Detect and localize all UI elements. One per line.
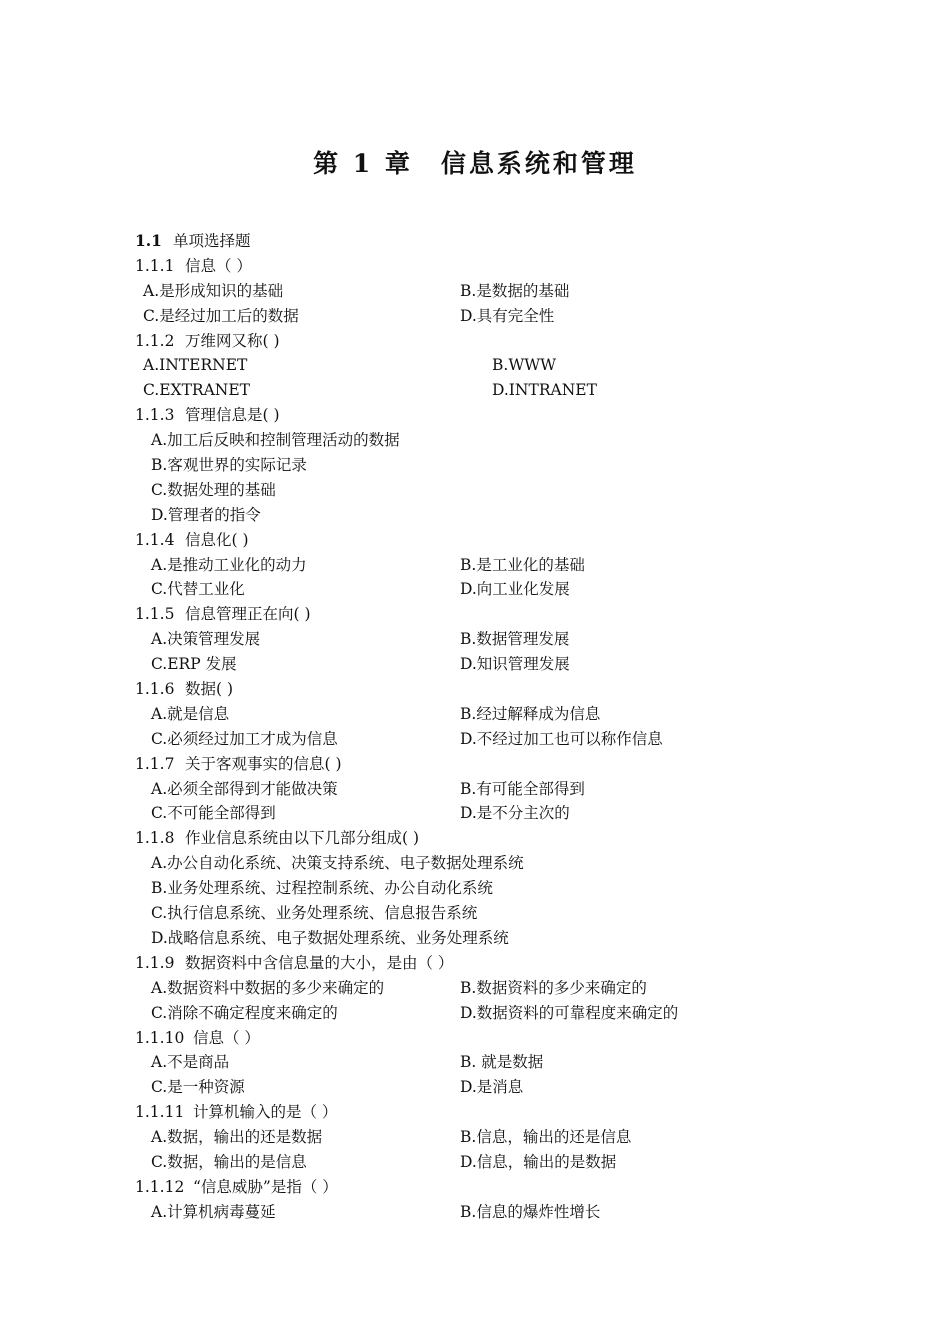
- option-text: C.必须经过加工才成为信息: [151, 729, 338, 748]
- question-stem: 数据资料中含信息量的大小，是由（ ）: [185, 953, 454, 972]
- question-stem: 万维网又称( ): [185, 331, 280, 350]
- option-text: D.管理者的指令: [151, 505, 261, 524]
- option-row: [0, 727, 950, 752]
- option-text: B.数据资料的多少来确定的: [460, 978, 647, 997]
- option-text: A.就是信息: [151, 704, 230, 723]
- chapter-title: [0, 146, 950, 182]
- option-row: [0, 801, 950, 826]
- question-stem: 信息化( ): [185, 530, 249, 549]
- question-stem: 信息管理正在向( ): [185, 605, 311, 624]
- question-number: 1.1.9: [135, 953, 175, 972]
- question-stem: 信息（ ）: [193, 1028, 260, 1047]
- option-text: C.消除不确定程度来确定的: [151, 1003, 338, 1022]
- question-stem-line: [0, 528, 950, 553]
- option-text: C.执行信息系统、业务处理系统、信息报告系统: [151, 904, 478, 923]
- question-stem: 管理信息是( ): [185, 406, 280, 425]
- option-text: A.是推动工业化的动力: [151, 555, 307, 574]
- question-list: [0, 229, 950, 1225]
- option-text: B. 就是数据: [460, 1053, 544, 1072]
- option-row: [0, 1150, 950, 1175]
- option-row: [0, 1125, 950, 1150]
- question-stem: 关于客观事实的信息( ): [185, 754, 342, 773]
- section-number: 1.1: [135, 231, 162, 250]
- option-text: D.信息，输出的是数据: [460, 1152, 617, 1171]
- question-stem-line: [0, 403, 950, 428]
- option-text: C.EXTRANET: [143, 381, 251, 400]
- option-row: [0, 1200, 950, 1225]
- question-stem-line: [0, 602, 950, 627]
- question-stem: 作业信息系统由以下几部分组成( ): [185, 829, 420, 848]
- option-text: C.数据处理的基础: [151, 480, 276, 499]
- option-text: B.信息，输出的还是信息: [460, 1128, 632, 1147]
- question-stem: 数据( ): [185, 680, 234, 699]
- option-line: [0, 926, 950, 951]
- option-text: B.WWW: [492, 356, 557, 375]
- option-text: C.不可能全部得到: [151, 804, 276, 823]
- section-title: 单项选择题: [173, 232, 251, 250]
- option-row: [0, 577, 950, 602]
- section-heading: [0, 229, 950, 254]
- option-row: [0, 1050, 950, 1075]
- question-stem: 信息（ ）: [185, 256, 252, 275]
- option-text: D.战略信息系统、电子数据处理系统、业务处理系统: [151, 928, 509, 947]
- option-text: D.具有完全性: [460, 306, 555, 325]
- option-line: [0, 478, 950, 503]
- option-text: A.是形成知识的基础: [143, 281, 284, 300]
- question-number: 1.1.6: [135, 680, 175, 699]
- option-line: [0, 851, 950, 876]
- option-row: [0, 652, 950, 677]
- option-text: C.是经过加工后的数据: [143, 306, 299, 325]
- option-row: [0, 378, 950, 403]
- question-number: 1.1.2: [135, 331, 175, 350]
- option-text: A.计算机病毒蔓延: [151, 1202, 276, 1221]
- question-stem: “信息威胁”是指（ ）: [193, 1177, 338, 1196]
- question-number: 1.1.8: [135, 829, 175, 848]
- chapter-prefix: 第 1 章: [313, 149, 413, 178]
- question-number: 1.1.1: [135, 256, 175, 275]
- option-text: A.数据资料中数据的多少来确定的: [151, 978, 385, 997]
- option-row: [0, 976, 950, 1001]
- question-stem-line: [0, 1100, 950, 1125]
- option-text: B.客观世界的实际记录: [151, 456, 307, 475]
- option-text: A.INTERNET: [143, 356, 248, 375]
- option-text: D.向工业化发展: [460, 580, 570, 599]
- option-text: A.必须全部得到才能做决策: [151, 779, 338, 798]
- option-row: [0, 553, 950, 578]
- option-text: C.ERP 发展: [151, 655, 237, 674]
- option-text: B.是工业化的基础: [460, 555, 585, 574]
- option-row: [0, 1075, 950, 1100]
- option-text: B.经过解释成为信息: [460, 704, 601, 723]
- option-row: [0, 304, 950, 329]
- question-stem-line: [0, 752, 950, 777]
- option-text: D.是不分主次的: [460, 804, 570, 823]
- question-stem: 计算机输入的是（ ）: [193, 1103, 338, 1122]
- option-row: [0, 1001, 950, 1026]
- option-line: [0, 503, 950, 528]
- question-stem-line: [0, 951, 950, 976]
- option-text: D.数据资料的可靠程度来确定的: [460, 1003, 679, 1022]
- option-text: A.数据，输出的还是数据: [151, 1128, 323, 1147]
- question-stem-line: [0, 1026, 950, 1051]
- option-text: A.办公自动化系统、决策支持系统、电子数据处理系统: [151, 854, 524, 873]
- question-number: 1.1.5: [135, 605, 175, 624]
- question-number: 1.1.3: [135, 406, 175, 425]
- option-line: [0, 453, 950, 478]
- question-stem-line: [0, 329, 950, 354]
- option-row: [0, 702, 950, 727]
- question-stem-line: [0, 1175, 950, 1200]
- option-text: B.有可能全部得到: [460, 779, 585, 798]
- option-line: [0, 876, 950, 901]
- option-row: [0, 353, 950, 378]
- option-row: [0, 777, 950, 802]
- option-line: [0, 901, 950, 926]
- option-text: A.不是商品: [151, 1053, 230, 1072]
- option-text: D.是消息: [460, 1078, 524, 1097]
- option-text: B.信息的爆炸性增长: [460, 1202, 601, 1221]
- option-text: B.数据管理发展: [460, 630, 570, 649]
- option-row: [0, 279, 950, 304]
- option-text: C.数据，输出的是信息: [151, 1152, 307, 1171]
- question-number: 1.1.12: [135, 1177, 185, 1196]
- option-text: D.INTRANET: [492, 381, 597, 400]
- chapter-name: 信息系统和管理: [440, 149, 637, 178]
- option-text: D.知识管理发展: [460, 655, 570, 674]
- question-number: 1.1.10: [135, 1028, 185, 1047]
- option-text: C.代替工业化: [151, 580, 245, 599]
- question-stem-line: [0, 254, 950, 279]
- option-text: A.加工后反映和控制管理活动的数据: [151, 431, 400, 450]
- option-text: B.业务处理系统、过程控制系统、办公自动化系统: [151, 879, 493, 898]
- option-text: A.决策管理发展: [151, 630, 261, 649]
- option-text: B.是数据的基础: [460, 281, 570, 300]
- question-stem-line: [0, 677, 950, 702]
- option-line: [0, 428, 950, 453]
- option-text: D.不经过加工也可以称作信息: [460, 729, 663, 748]
- question-number: 1.1.4: [135, 530, 175, 549]
- option-text: C.是一种资源: [151, 1078, 245, 1097]
- question-stem-line: [0, 826, 950, 851]
- question-number: 1.1.11: [135, 1103, 185, 1122]
- question-number: 1.1.7: [135, 754, 175, 773]
- option-row: [0, 627, 950, 652]
